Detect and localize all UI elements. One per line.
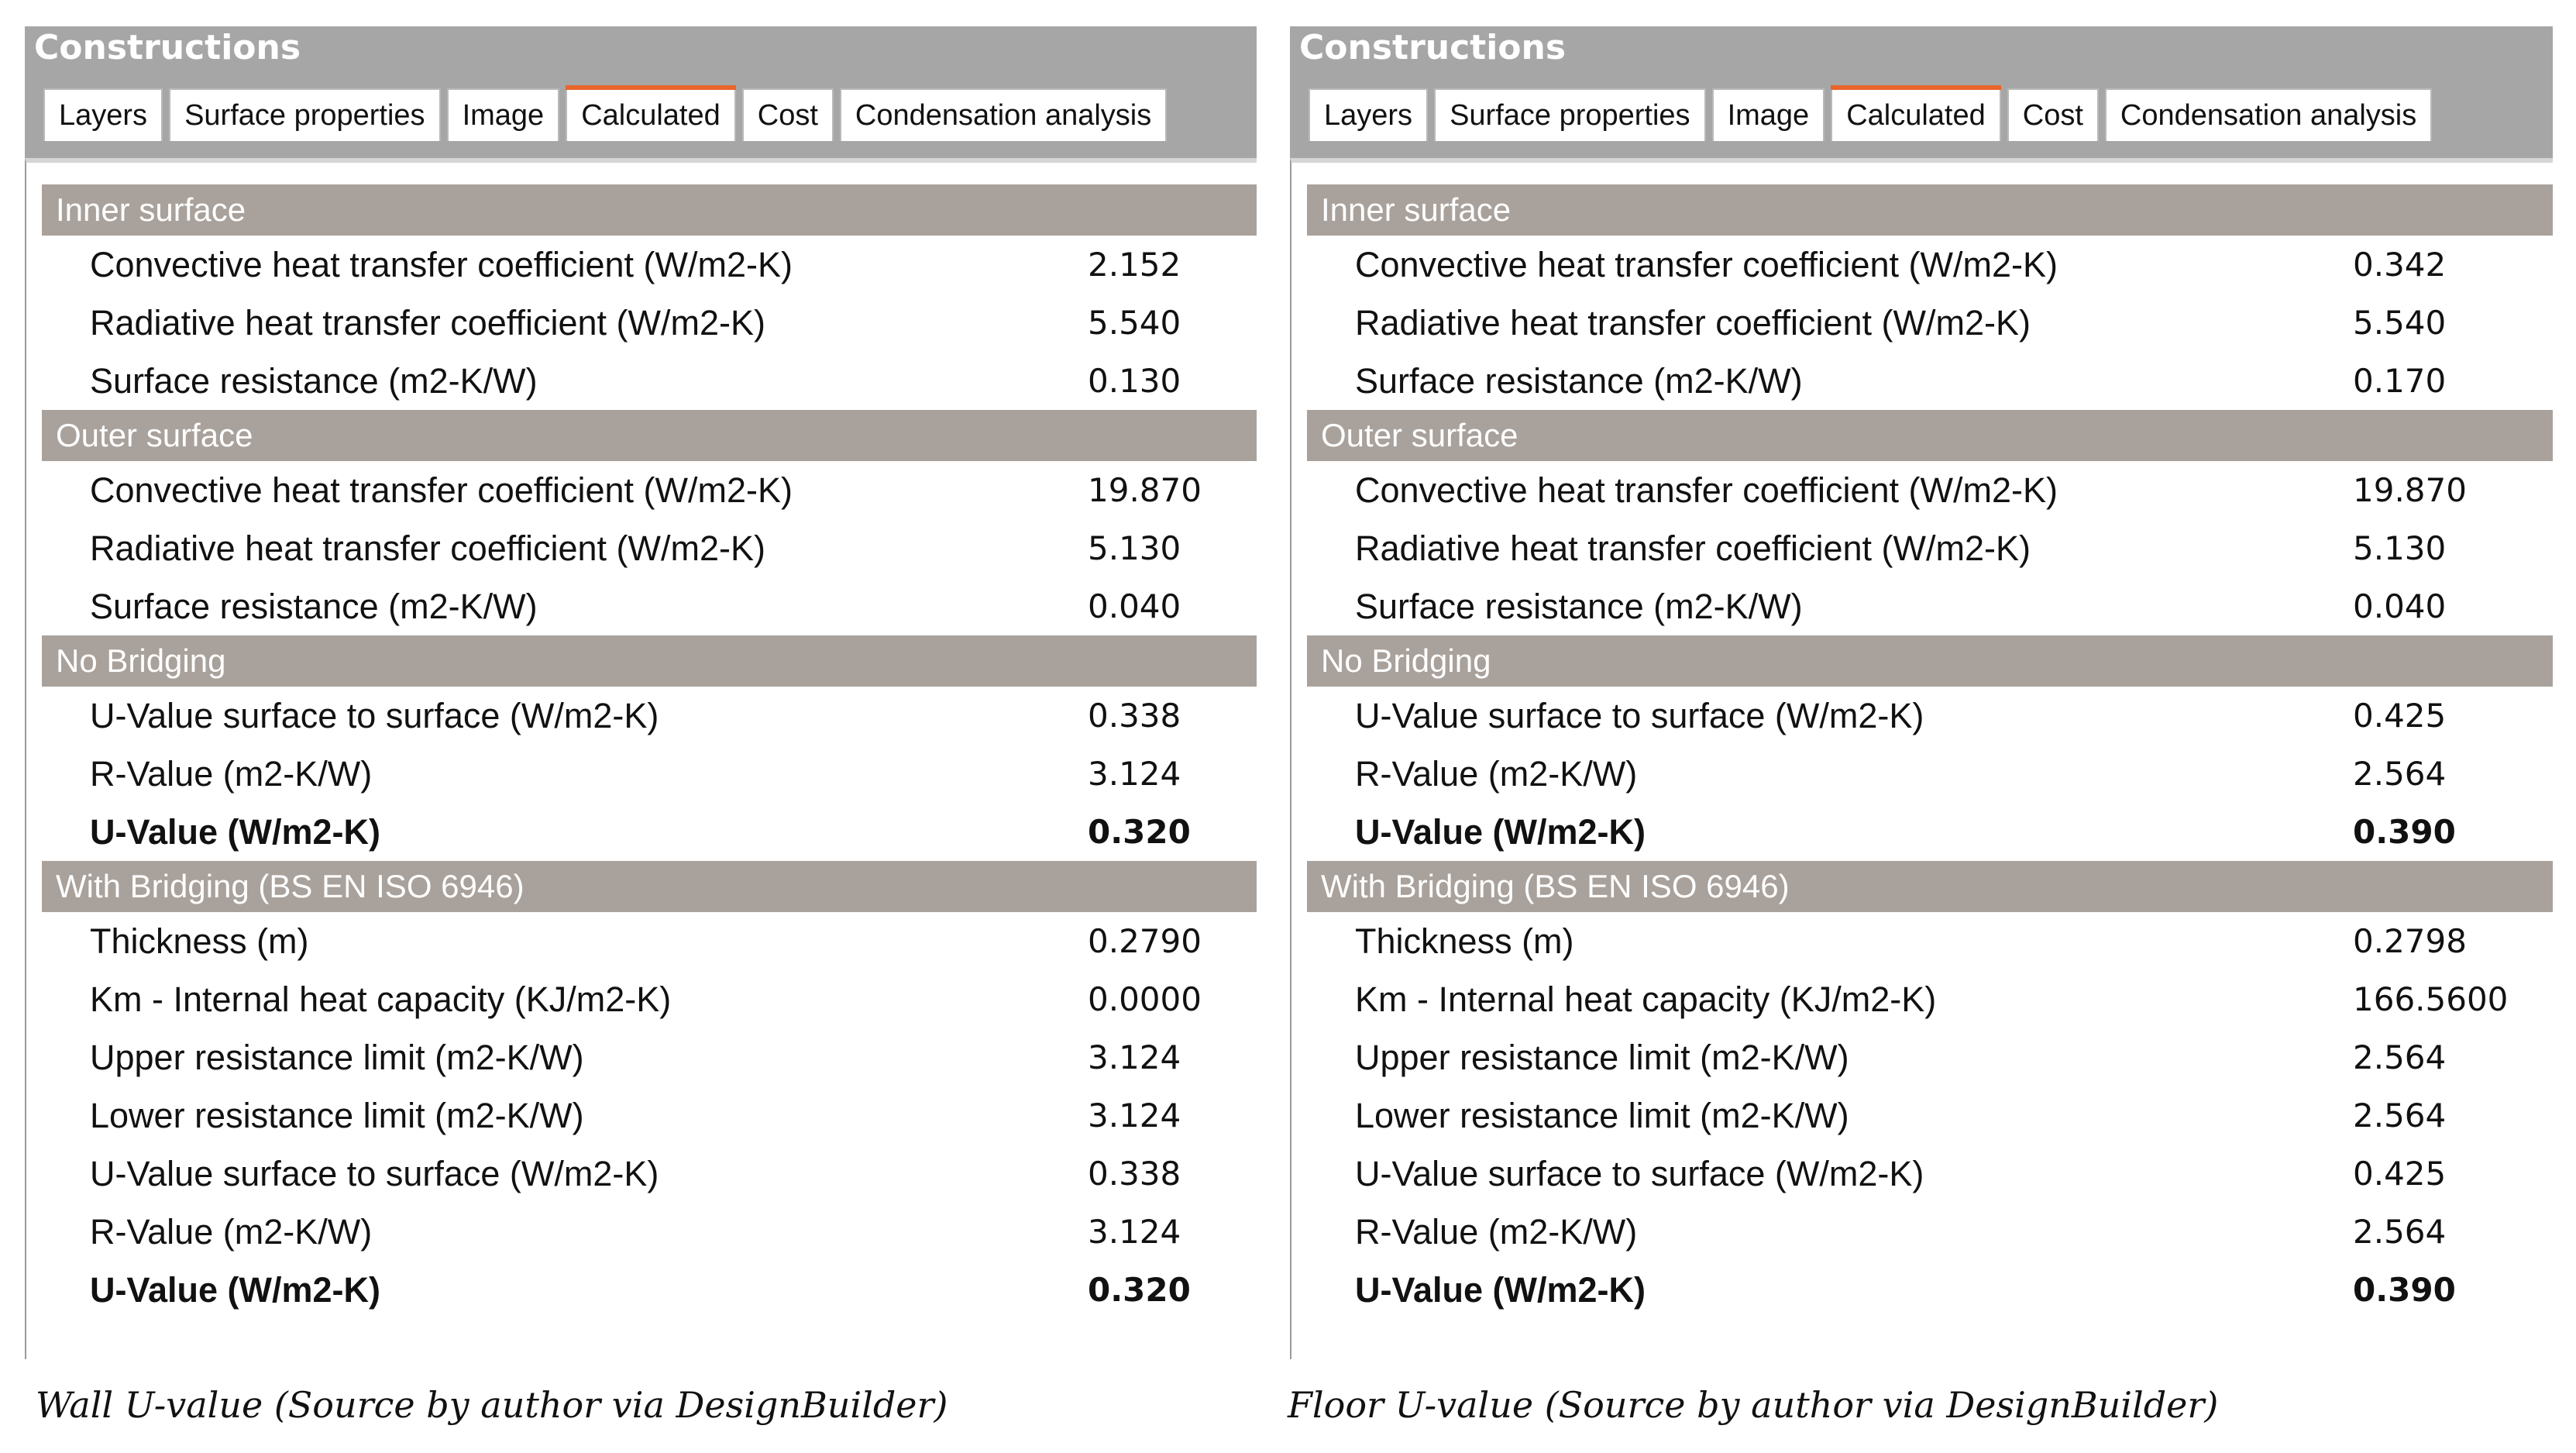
property-label: Upper resistance limit (m2-K/W) (90, 1037, 584, 1077)
property-label: U-Value (W/m2-K) (1355, 1269, 1646, 1310)
property-row (1307, 236, 2553, 294)
property-value: 5.130 (2353, 529, 2447, 567)
property-label: R-Value (m2-K/W) (90, 1211, 373, 1252)
property-row (1307, 577, 2553, 635)
property-label: Thickness (m) (90, 921, 309, 961)
property-value: 0.342 (2353, 246, 2447, 284)
property-row (42, 687, 1257, 745)
property-row (42, 1203, 1257, 1261)
property-value: 5.540 (2353, 304, 2447, 342)
property-value: 0.390 (2353, 813, 2456, 851)
property-value: 0.338 (1088, 1155, 1181, 1193)
section-header: Inner surface (1307, 184, 2553, 236)
property-value: 3.124 (1088, 755, 1181, 793)
property-label: Radiative heat transfer coefficient (W/m2-K) (1355, 528, 2031, 568)
panel-title: Constructions (34, 28, 301, 67)
property-label: Lower resistance limit (m2-K/W) (90, 1095, 584, 1135)
property-value: 2.564 (2353, 1213, 2447, 1251)
tab-cost[interactable]: Cost (742, 88, 834, 141)
property-value: 0.425 (2353, 697, 2447, 735)
property-row (1307, 970, 2553, 1028)
property-label: R-Value (m2-K/W) (1355, 1211, 1638, 1252)
property-value: 3.124 (1088, 1038, 1181, 1076)
property-row (42, 1086, 1257, 1145)
property-label: Thickness (m) (1355, 921, 1574, 961)
property-value: 0.390 (2353, 1271, 2456, 1309)
property-value: 0.320 (1088, 1271, 1191, 1309)
property-value: 0.0000 (1088, 980, 1202, 1018)
property-label: Upper resistance limit (m2-K/W) (1355, 1037, 1849, 1077)
panel-header (1290, 26, 2553, 158)
property-value: 2.564 (2353, 1097, 2447, 1135)
property-row (42, 352, 1257, 410)
property-value: 2.152 (1088, 246, 1181, 284)
section-header: Outer surface (42, 410, 1257, 461)
property-label: Radiative heat transfer coefficient (W/m2-K) (1355, 302, 2031, 343)
property-label: U-Value (W/m2-K) (90, 1269, 381, 1310)
property-value: 166.5600 (2353, 980, 2509, 1018)
section-header: With Bridging (BS EN ISO 6946) (42, 861, 1257, 912)
tab-cost[interactable]: Cost (2007, 88, 2099, 141)
property-value: 2.564 (2353, 1038, 2447, 1076)
property-row (42, 803, 1257, 861)
property-row (42, 970, 1257, 1028)
tab-bar (1309, 88, 2432, 144)
property-value: 19.870 (1088, 471, 1202, 509)
property-row (1307, 519, 2553, 577)
property-row (1307, 461, 2553, 519)
property-value: 5.540 (1088, 304, 1181, 342)
property-row (1307, 352, 2553, 410)
property-value: 5.130 (1088, 529, 1181, 567)
property-row (1307, 1203, 2553, 1261)
wall-caption: Wall U-value (Source by author via DesignBuilder) (36, 1384, 948, 1426)
property-label: Surface resistance (m2-K/W) (1355, 360, 1803, 401)
property-label: Convective heat transfer coefficient (W/m2-K) (90, 244, 793, 284)
property-row (42, 461, 1257, 519)
property-row (1307, 803, 2553, 861)
wall-constructions-panel (25, 26, 1257, 1359)
property-value: 0.338 (1088, 697, 1181, 735)
property-value: 2.564 (2353, 755, 2447, 793)
property-row (42, 1261, 1257, 1319)
section-header: With Bridging (BS EN ISO 6946) (1307, 861, 2553, 912)
property-label: U-Value surface to surface (W/m2-K) (90, 695, 659, 735)
property-value: 0.2798 (2353, 922, 2467, 960)
property-row (42, 1145, 1257, 1203)
property-row (42, 912, 1257, 970)
property-value: 0.040 (2353, 587, 2447, 625)
calculated-content (25, 158, 1257, 1359)
section-header: No Bridging (1307, 635, 2553, 687)
property-row (1307, 1145, 2553, 1203)
property-label: Surface resistance (m2-K/W) (1355, 586, 1803, 626)
property-value: 3.124 (1088, 1097, 1181, 1135)
property-row (1307, 1261, 2553, 1319)
property-row (1307, 687, 2553, 745)
section-header: Inner surface (42, 184, 1257, 236)
tab-layers[interactable]: Layers (43, 88, 163, 141)
tab-calculated[interactable]: Calculated (1831, 88, 2001, 141)
property-value: 0.320 (1088, 813, 1191, 851)
property-row (42, 577, 1257, 635)
property-label: Radiative heat transfer coefficient (W/m2-K) (90, 302, 766, 343)
tab-condensation-analysis[interactable]: Condensation analysis (2105, 88, 2432, 141)
property-label: Lower resistance limit (m2-K/W) (1355, 1095, 1849, 1135)
property-label: U-Value (W/m2-K) (1355, 811, 1646, 852)
property-value: 0.170 (2353, 362, 2447, 400)
section-header: No Bridging (42, 635, 1257, 687)
tab-condensation-analysis[interactable]: Condensation analysis (840, 88, 1167, 141)
property-label: Km - Internal heat capacity (KJ/m2-K) (1355, 979, 1937, 1019)
floor-caption: Floor U-value (Source by author via DesignBuilder) (1288, 1384, 2219, 1426)
property-label: Km - Internal heat capacity (KJ/m2-K) (90, 979, 672, 1019)
tab-image[interactable]: Image (447, 88, 560, 141)
calculated-content (1290, 158, 2553, 1359)
property-value: 0.130 (1088, 362, 1181, 400)
property-label: Convective heat transfer coefficient (W/m2-K) (90, 470, 793, 510)
tab-image[interactable]: Image (1712, 88, 1825, 141)
property-row (42, 745, 1257, 803)
property-label: Radiative heat transfer coefficient (W/m2-K) (90, 528, 766, 568)
tab-surface-properties[interactable]: Surface properties (1434, 88, 1706, 141)
property-value: 0.425 (2353, 1155, 2447, 1193)
property-list (42, 184, 1257, 1319)
property-row (1307, 1086, 2553, 1145)
property-value: 19.870 (2353, 471, 2467, 509)
property-label: Surface resistance (m2-K/W) (90, 360, 538, 401)
property-value: 0.040 (1088, 587, 1181, 625)
property-label: R-Value (m2-K/W) (90, 753, 373, 794)
property-row (42, 519, 1257, 577)
tab-surface-properties[interactable]: Surface properties (169, 88, 441, 141)
property-label: Convective heat transfer coefficient (W/m2-K) (1355, 244, 2058, 284)
property-row (42, 1028, 1257, 1086)
property-row (1307, 294, 2553, 352)
property-label: R-Value (m2-K/W) (1355, 753, 1638, 794)
property-row (42, 294, 1257, 352)
tab-calculated[interactable]: Calculated (566, 88, 736, 141)
property-row (42, 236, 1257, 294)
tab-layers[interactable]: Layers (1309, 88, 1428, 141)
property-row (1307, 912, 2553, 970)
property-label: U-Value surface to surface (W/m2-K) (1355, 695, 1924, 735)
property-row (1307, 1028, 2553, 1086)
property-list (1307, 184, 2553, 1319)
tab-bar (43, 88, 1167, 144)
property-label: Convective heat transfer coefficient (W/m2-K) (1355, 470, 2058, 510)
floor-constructions-panel (1290, 26, 2553, 1359)
panel-title: Constructions (1299, 28, 1567, 67)
section-header: Outer surface (1307, 410, 2553, 461)
property-label: Surface resistance (m2-K/W) (90, 586, 538, 626)
property-label: U-Value (W/m2-K) (90, 811, 381, 852)
property-row (1307, 745, 2553, 803)
property-label: U-Value surface to surface (W/m2-K) (90, 1153, 659, 1193)
property-value: 0.2790 (1088, 922, 1202, 960)
property-value: 3.124 (1088, 1213, 1181, 1251)
property-label: U-Value surface to surface (W/m2-K) (1355, 1153, 1924, 1193)
panel-header (25, 26, 1257, 158)
